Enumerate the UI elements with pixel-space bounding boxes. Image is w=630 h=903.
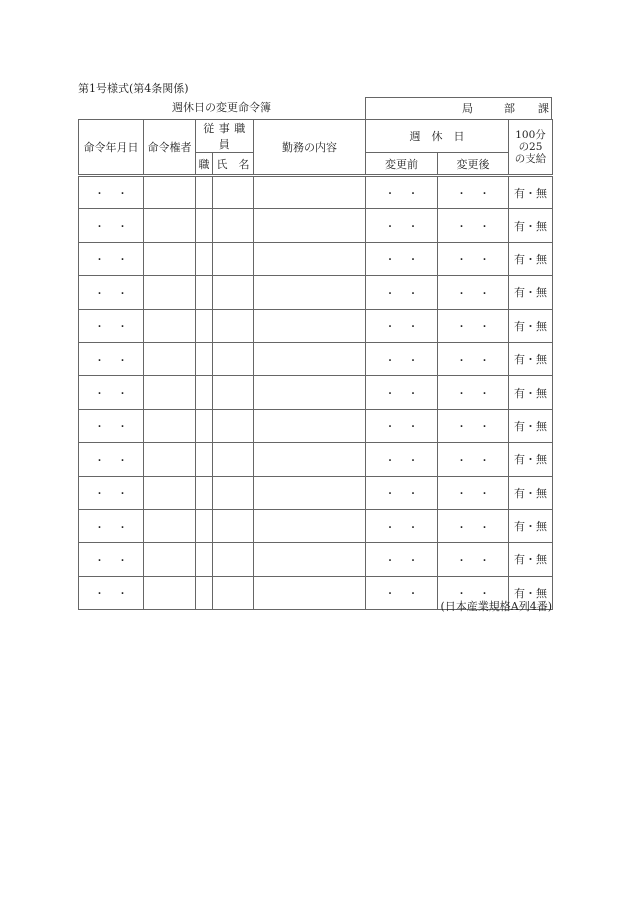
staff-name-cell[interactable] bbox=[213, 209, 254, 242]
table-row bbox=[79, 309, 553, 342]
header-staff-group: 従 事 職 員 bbox=[196, 120, 254, 153]
date-separator-dot: ・ bbox=[456, 522, 467, 534]
issuer-cell[interactable] bbox=[144, 509, 196, 542]
header-work-content: 勤務の内容 bbox=[254, 120, 366, 176]
date-separator-dot: ・ bbox=[385, 222, 395, 234]
work-content-cell[interactable] bbox=[254, 309, 366, 342]
staff-title-cell[interactable] bbox=[196, 376, 213, 409]
pay-option-cell[interactable]: 有・無 bbox=[509, 409, 553, 442]
header-weekly-holiday: 週 休 日 bbox=[366, 120, 509, 153]
staff-title-cell[interactable] bbox=[196, 543, 213, 576]
form-title: 週休日の変更命令簿 bbox=[172, 101, 271, 114]
date-separator-dot: ・ bbox=[456, 322, 467, 334]
section-label: 課 bbox=[538, 102, 549, 115]
staff-title-cell[interactable] bbox=[196, 509, 213, 542]
division-label: 部 bbox=[504, 102, 515, 115]
date-separator-dot: ・ bbox=[479, 189, 490, 201]
pay-option-cell[interactable]: 有・無 bbox=[509, 276, 553, 309]
pay-option-cell[interactable]: 有・無 bbox=[509, 309, 553, 342]
table-row bbox=[79, 409, 553, 442]
pay-option-cell[interactable]: 有・無 bbox=[509, 242, 553, 275]
date-separator-dot: ・ bbox=[385, 555, 395, 567]
date-separator-dot: ・ bbox=[94, 355, 105, 367]
issuer-cell[interactable] bbox=[144, 409, 196, 442]
after-change-cell[interactable] bbox=[438, 543, 509, 576]
order-date-cell[interactable] bbox=[79, 342, 144, 375]
order-date-cell[interactable] bbox=[79, 276, 144, 309]
date-separator-dot: ・ bbox=[385, 288, 395, 300]
staff-title-cell[interactable] bbox=[196, 342, 213, 375]
date-separator-dot: ・ bbox=[94, 389, 105, 401]
staff-name-cell[interactable] bbox=[213, 242, 254, 275]
date-separator-dot: ・ bbox=[94, 489, 105, 501]
date-separator-dot: ・ bbox=[456, 555, 467, 567]
date-separator-dot: ・ bbox=[117, 288, 128, 300]
work-content-cell[interactable] bbox=[254, 342, 366, 375]
pay-header-line-1: 100分 bbox=[515, 129, 546, 141]
date-separator-dot: ・ bbox=[456, 422, 467, 434]
work-content-cell[interactable] bbox=[254, 209, 366, 242]
date-separator-dot: ・ bbox=[456, 355, 467, 367]
form-number: 第1号様式(第4条関係) bbox=[78, 82, 189, 95]
pay-option-cell[interactable]: 有・無 bbox=[509, 342, 553, 375]
staff-name-cell[interactable] bbox=[213, 376, 254, 409]
before-change-cell[interactable] bbox=[366, 309, 438, 342]
pay-option-cell[interactable]: 有・無 bbox=[509, 376, 553, 409]
header-before-change: 変更前 bbox=[366, 153, 438, 176]
header-issuer: 命令権者 bbox=[144, 120, 196, 176]
date-separator-dot: ・ bbox=[385, 255, 395, 267]
order-date-cell[interactable] bbox=[79, 209, 144, 242]
date-separator-dot: ・ bbox=[456, 288, 467, 300]
before-change-cell[interactable] bbox=[366, 443, 438, 476]
header-staff-name: 氏 名 bbox=[213, 153, 254, 176]
staff-name-cell[interactable] bbox=[213, 176, 254, 209]
date-separator-dot: ・ bbox=[456, 489, 467, 501]
date-separator-dot: ・ bbox=[479, 222, 490, 234]
date-separator-dot: ・ bbox=[117, 522, 128, 534]
date-separator-dot: ・ bbox=[385, 522, 395, 534]
date-separator-dot: ・ bbox=[479, 288, 490, 300]
table-row bbox=[79, 443, 553, 476]
date-separator-dot: ・ bbox=[94, 222, 105, 234]
order-date-cell[interactable] bbox=[79, 309, 144, 342]
table-row bbox=[79, 376, 553, 409]
issuer-cell[interactable] bbox=[144, 543, 196, 576]
staff-name-cell[interactable] bbox=[213, 576, 254, 609]
date-separator-dot: ・ bbox=[479, 255, 490, 267]
staff-name-cell[interactable] bbox=[213, 509, 254, 542]
date-separator-dot: ・ bbox=[385, 389, 395, 401]
table-row bbox=[79, 342, 553, 375]
staff-title-cell[interactable] bbox=[196, 242, 213, 275]
date-separator-dot: ・ bbox=[408, 355, 418, 367]
before-change-cell[interactable] bbox=[366, 409, 438, 442]
staff-name-cell[interactable] bbox=[213, 276, 254, 309]
order-date-cell[interactable] bbox=[79, 509, 144, 542]
issuer-cell[interactable] bbox=[144, 376, 196, 409]
before-change-cell[interactable] bbox=[366, 176, 438, 209]
before-change-cell[interactable] bbox=[366, 376, 438, 409]
before-change-cell[interactable] bbox=[366, 209, 438, 242]
order-date-cell[interactable] bbox=[79, 176, 144, 209]
issuer-cell[interactable] bbox=[144, 342, 196, 375]
header-staff-title: 職 bbox=[196, 153, 213, 176]
date-separator-dot: ・ bbox=[117, 189, 128, 201]
date-separator-dot: ・ bbox=[117, 555, 128, 567]
date-separator-dot: ・ bbox=[408, 589, 418, 601]
order-date-cell[interactable] bbox=[79, 242, 144, 275]
before-change-cell[interactable] bbox=[366, 342, 438, 375]
before-change-cell[interactable] bbox=[366, 242, 438, 275]
staff-name-cell[interactable] bbox=[213, 409, 254, 442]
date-separator-dot: ・ bbox=[456, 389, 467, 401]
work-content-cell[interactable] bbox=[254, 476, 366, 509]
date-separator-dot: ・ bbox=[479, 522, 490, 534]
after-change-cell[interactable] bbox=[438, 376, 509, 409]
work-content-cell[interactable] bbox=[254, 242, 366, 275]
after-change-cell[interactable] bbox=[438, 409, 509, 442]
date-separator-dot: ・ bbox=[456, 589, 467, 601]
date-separator-dot: ・ bbox=[117, 589, 128, 601]
staff-title-cell[interactable] bbox=[196, 476, 213, 509]
pay-option-cell[interactable]: 有・無 bbox=[509, 576, 553, 609]
date-separator-dot: ・ bbox=[408, 489, 418, 501]
table-row bbox=[79, 242, 553, 275]
staff-title-cell[interactable] bbox=[196, 576, 213, 609]
date-separator-dot: ・ bbox=[117, 455, 128, 467]
after-change-cell[interactable] bbox=[438, 509, 509, 542]
pay-header-line-3: の支給 bbox=[514, 153, 547, 165]
date-separator-dot: ・ bbox=[117, 389, 128, 401]
table-row bbox=[79, 509, 553, 542]
department-box bbox=[365, 97, 552, 119]
date-separator-dot: ・ bbox=[94, 288, 105, 300]
issuer-cell[interactable] bbox=[144, 242, 196, 275]
date-separator-dot: ・ bbox=[479, 355, 490, 367]
date-separator-dot: ・ bbox=[456, 222, 467, 234]
order-date-cell[interactable] bbox=[79, 576, 144, 609]
staff-name-cell[interactable] bbox=[213, 543, 254, 576]
date-separator-dot: ・ bbox=[408, 422, 418, 434]
date-separator-dot: ・ bbox=[94, 455, 105, 467]
issuer-cell[interactable] bbox=[144, 209, 196, 242]
date-separator-dot: ・ bbox=[408, 255, 418, 267]
issuer-cell[interactable] bbox=[144, 576, 196, 609]
date-separator-dot: ・ bbox=[385, 455, 395, 467]
staff-title-cell[interactable] bbox=[196, 209, 213, 242]
issuer-cell[interactable] bbox=[144, 276, 196, 309]
header-after-change: 変更後 bbox=[438, 153, 509, 176]
pay-option-cell[interactable]: 有・無 bbox=[509, 543, 553, 576]
work-content-cell[interactable] bbox=[254, 576, 366, 609]
work-content-cell[interactable] bbox=[254, 376, 366, 409]
after-change-cell[interactable] bbox=[438, 242, 509, 275]
date-separator-dot: ・ bbox=[385, 355, 395, 367]
issuer-cell[interactable] bbox=[144, 309, 196, 342]
date-separator-dot: ・ bbox=[456, 455, 467, 467]
header-pay-25-percent bbox=[509, 120, 553, 176]
date-separator-dot: ・ bbox=[479, 589, 490, 601]
holiday-change-ledger-table bbox=[78, 119, 553, 610]
date-separator-dot: ・ bbox=[479, 389, 490, 401]
order-date-cell[interactable] bbox=[79, 443, 144, 476]
table-row bbox=[79, 176, 553, 209]
order-date-cell[interactable] bbox=[79, 543, 144, 576]
date-separator-dot: ・ bbox=[94, 322, 105, 334]
date-separator-dot: ・ bbox=[117, 322, 128, 334]
date-separator-dot: ・ bbox=[479, 555, 490, 567]
date-separator-dot: ・ bbox=[117, 222, 128, 234]
date-separator-dot: ・ bbox=[94, 589, 105, 601]
date-separator-dot: ・ bbox=[408, 389, 418, 401]
issuer-cell[interactable] bbox=[144, 476, 196, 509]
after-change-cell[interactable] bbox=[438, 309, 509, 342]
date-separator-dot: ・ bbox=[408, 322, 418, 334]
after-change-cell[interactable] bbox=[438, 443, 509, 476]
date-separator-dot: ・ bbox=[408, 455, 418, 467]
work-content-cell[interactable] bbox=[254, 543, 366, 576]
date-separator-dot: ・ bbox=[408, 288, 418, 300]
date-separator-dot: ・ bbox=[408, 189, 418, 201]
date-separator-dot: ・ bbox=[479, 422, 490, 434]
after-change-cell[interactable] bbox=[438, 476, 509, 509]
table-row bbox=[79, 476, 553, 509]
date-separator-dot: ・ bbox=[385, 422, 395, 434]
date-separator-dot: ・ bbox=[94, 555, 105, 567]
date-separator-dot: ・ bbox=[94, 522, 105, 534]
date-separator-dot: ・ bbox=[94, 255, 105, 267]
date-separator-dot: ・ bbox=[408, 555, 418, 567]
pay-option-cell[interactable]: 有・無 bbox=[509, 476, 553, 509]
date-separator-dot: ・ bbox=[117, 422, 128, 434]
date-separator-dot: ・ bbox=[385, 589, 395, 601]
after-change-cell[interactable] bbox=[438, 276, 509, 309]
date-separator-dot: ・ bbox=[385, 489, 395, 501]
before-change-cell[interactable] bbox=[366, 509, 438, 542]
order-date-cell[interactable] bbox=[79, 476, 144, 509]
date-separator-dot: ・ bbox=[385, 189, 395, 201]
table-row bbox=[79, 276, 553, 309]
bureau-label: 局 bbox=[462, 102, 473, 115]
before-change-cell[interactable] bbox=[366, 543, 438, 576]
header-order-date: 命令年月日 bbox=[79, 120, 144, 176]
date-separator-dot: ・ bbox=[479, 322, 490, 334]
after-change-cell[interactable] bbox=[438, 342, 509, 375]
pay-option-cell[interactable]: 有・無 bbox=[509, 209, 553, 242]
work-content-cell[interactable] bbox=[254, 176, 366, 209]
date-separator-dot: ・ bbox=[479, 455, 490, 467]
staff-name-cell[interactable] bbox=[213, 476, 254, 509]
staff-title-cell[interactable] bbox=[196, 309, 213, 342]
issuer-cell[interactable] bbox=[144, 443, 196, 476]
pay-option-cell[interactable]: 有・無 bbox=[509, 176, 553, 209]
date-separator-dot: ・ bbox=[117, 255, 128, 267]
after-change-cell[interactable] bbox=[438, 176, 509, 209]
work-content-cell[interactable] bbox=[254, 409, 366, 442]
after-change-cell[interactable] bbox=[438, 209, 509, 242]
pay-option-cell[interactable]: 有・無 bbox=[509, 509, 553, 542]
table-row bbox=[79, 209, 553, 242]
date-separator-dot: ・ bbox=[117, 489, 128, 501]
date-separator-dot: ・ bbox=[117, 355, 128, 367]
date-separator-dot: ・ bbox=[479, 489, 490, 501]
staff-name-cell[interactable] bbox=[213, 309, 254, 342]
staff-title-cell[interactable] bbox=[196, 176, 213, 209]
issuer-cell[interactable] bbox=[144, 176, 196, 209]
date-separator-dot: ・ bbox=[385, 322, 395, 334]
staff-title-cell[interactable] bbox=[196, 443, 213, 476]
paper-size-note: (日本産業規格A列4番) bbox=[440, 600, 552, 613]
work-content-cell[interactable] bbox=[254, 509, 366, 542]
work-content-cell[interactable] bbox=[254, 276, 366, 309]
staff-title-cell[interactable] bbox=[196, 409, 213, 442]
pay-header-line-2: の25 bbox=[518, 141, 543, 153]
table-row bbox=[79, 543, 553, 576]
date-separator-dot: ・ bbox=[408, 222, 418, 234]
date-separator-dot: ・ bbox=[94, 189, 105, 201]
staff-name-cell[interactable] bbox=[213, 443, 254, 476]
date-separator-dot: ・ bbox=[456, 255, 467, 267]
pay-option-cell[interactable]: 有・無 bbox=[509, 443, 553, 476]
order-date-cell[interactable] bbox=[79, 376, 144, 409]
order-date-cell[interactable] bbox=[79, 409, 144, 442]
staff-name-cell[interactable] bbox=[213, 342, 254, 375]
date-separator-dot: ・ bbox=[408, 522, 418, 534]
staff-title-cell[interactable] bbox=[196, 276, 213, 309]
work-content-cell[interactable] bbox=[254, 443, 366, 476]
before-change-cell[interactable] bbox=[366, 276, 438, 309]
date-separator-dot: ・ bbox=[456, 189, 467, 201]
date-separator-dot: ・ bbox=[94, 422, 105, 434]
before-change-cell[interactable] bbox=[366, 476, 438, 509]
